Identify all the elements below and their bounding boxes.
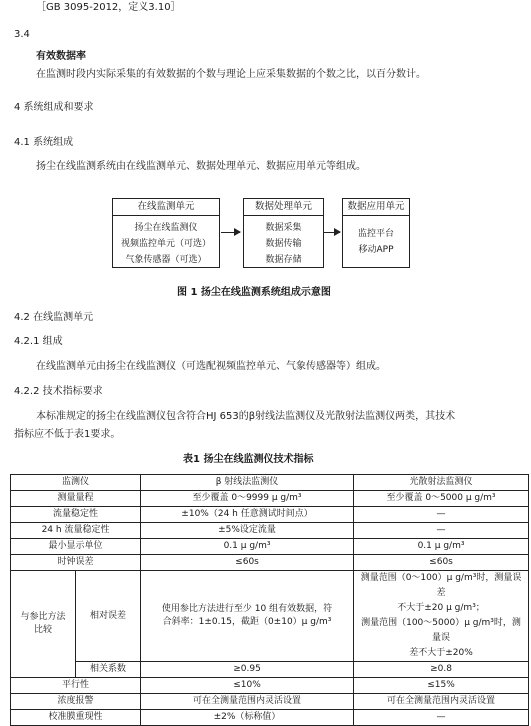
header-cell: 监测仪 xyxy=(11,475,141,491)
beta-cell: ±5%设定流量 xyxy=(141,523,354,539)
box-title: 数据应用单元 xyxy=(343,199,409,216)
data-processing-unit-box xyxy=(243,198,324,268)
table-row xyxy=(11,539,529,555)
section-4-2-1-title: 4.2.1 组成 xyxy=(14,336,63,347)
figure-caption: 图 1 扬尘在线监测系统组成示意图 xyxy=(177,287,331,298)
header-cell: 光散射法监测仪 xyxy=(354,475,529,491)
row-label: 时钟误差 xyxy=(11,555,141,571)
light-cell: ≤15% xyxy=(354,678,529,694)
row-label: 流量稳定性 xyxy=(11,507,141,523)
box-item: 移动APP xyxy=(358,245,394,255)
table-header-row xyxy=(11,475,529,491)
table-row xyxy=(11,710,529,726)
light-cell: — xyxy=(354,710,529,726)
beta-cell: ±10%（24 h 任意测试时间点） xyxy=(141,507,354,523)
section-3-4-number: 3.4 xyxy=(14,29,30,40)
beta-cell: ≥0.95 xyxy=(141,662,354,678)
cell-line: 测量范围（100～5000）μ g/m³时，测量误 xyxy=(361,618,521,643)
light-cell: 至少覆盖 0～5000 μ g/m³ xyxy=(354,491,529,507)
box-item: 监控平台 xyxy=(357,229,394,239)
data-application-unit-box xyxy=(342,198,410,268)
group-label-line: 比较 xyxy=(33,625,52,635)
section-4-2-title: 4.2 在线监测单元 xyxy=(14,312,94,323)
box-item: 数据传输 xyxy=(265,239,302,249)
arrow-right-icon xyxy=(324,232,340,233)
box-item: 数据采集 xyxy=(265,223,302,233)
term-title: 有效数据率 xyxy=(36,51,86,62)
section-4-2-2-title: 4.2.2 技术指标要求 xyxy=(14,386,103,397)
beta-cell: ≤10% xyxy=(141,678,354,694)
table-row xyxy=(11,507,529,523)
box-title: 数据处理单元 xyxy=(244,199,323,216)
cell-line: 不大于±20 μ g/m³； xyxy=(397,603,485,613)
spec-table xyxy=(10,474,529,726)
section-4-2-2-text-line2: 指标应不低于表1要求。 xyxy=(14,429,121,440)
light-cell: 可在全测量范围内灵活设置 xyxy=(354,694,529,710)
box-item: 数据存储 xyxy=(265,255,302,265)
arrow-right-icon xyxy=(221,232,240,233)
section-4-2-1-text: 在线监测单元由扬尘在线监测仪（可选配视频监控单元、气象传感器等）组成。 xyxy=(36,361,386,372)
table-row xyxy=(11,694,529,710)
beta-cell: 可在全测量范围内灵活设置 xyxy=(141,694,354,710)
header-cell: β 射线法监测仪 xyxy=(141,475,354,491)
light-cell: ≤60s xyxy=(354,555,529,571)
table-caption: 表1 扬尘在线监测仪技术指标 xyxy=(183,454,314,465)
box-item: 扬尘在线监测仪 xyxy=(134,223,198,233)
section-4-title: 4 系统组成和要求 xyxy=(14,102,94,113)
light-cell xyxy=(354,571,529,662)
table-row xyxy=(11,678,529,694)
light-cell: — xyxy=(354,523,529,539)
sub-label: 相对误差 xyxy=(76,571,141,662)
beta-cell: 至少覆盖 0～9999 μ g/m³ xyxy=(141,491,354,507)
box-item: 视频监控单元（可选） xyxy=(120,239,211,249)
table-row xyxy=(11,662,529,678)
section-4-1-text: 扬尘在线监测系统由在线监测单元、数据处理单元、数据应用单元等组成。 xyxy=(36,161,366,172)
table-row xyxy=(11,491,529,507)
section-4-2-2-text-line1: 本标准规定的扬尘在线监测仪包含符合HJ 653的β射线法监测仪及光散射法监测仪两类，其技术 xyxy=(36,411,456,422)
term-definition: 在监测时段内实际采集的有效数据的个数与理论上应采集数据的个数之比，以百分数计。 xyxy=(36,69,426,80)
box-title: 在线监测单元 xyxy=(113,199,219,216)
cell-line: 测量范围（0～100）μ g/m³时，测量误差 xyxy=(360,573,522,598)
group-label-line: 与参比方法 xyxy=(20,612,66,622)
row-label: 浓度报警 xyxy=(11,694,141,710)
row-label: 最小显示单位 xyxy=(11,539,141,555)
beta-cell: 0.1 μ g/m³ xyxy=(141,539,354,555)
light-cell: — xyxy=(354,507,529,523)
cell-line: 使用参比方法进行至少 10 组有效数据，符 xyxy=(161,604,333,614)
box-item: 气象传感器（可选） xyxy=(125,255,207,265)
light-cell: 0.1 μ g/m³ xyxy=(354,539,529,555)
section-4-1-title: 4.1 系统组成 xyxy=(14,137,74,148)
sub-label: 相关系数 xyxy=(76,662,141,678)
online-monitor-unit-box xyxy=(112,198,220,268)
table-row xyxy=(11,571,529,662)
beta-cell: ≤60s xyxy=(141,555,354,571)
cell-line: 差不大于±20% xyxy=(409,648,473,658)
row-label: 平行性 xyxy=(11,678,141,694)
row-label: 校准膜重现性 xyxy=(11,710,141,726)
beta-cell xyxy=(141,571,354,662)
cell-line: 合斜率：1±0.15，截距（0±10）μ g/m³ xyxy=(162,617,332,627)
row-label: 测量量程 xyxy=(11,491,141,507)
table-row xyxy=(11,555,529,571)
table-row xyxy=(11,523,529,539)
beta-cell: ±2%（标称值） xyxy=(141,710,354,726)
light-cell: ≥0.8 xyxy=(354,662,529,678)
group-label-cell xyxy=(11,571,76,678)
reference-note: ［GB 3095-2012，定义3.10］ xyxy=(36,2,181,13)
row-label: 24 h 流量稳定性 xyxy=(11,523,141,539)
